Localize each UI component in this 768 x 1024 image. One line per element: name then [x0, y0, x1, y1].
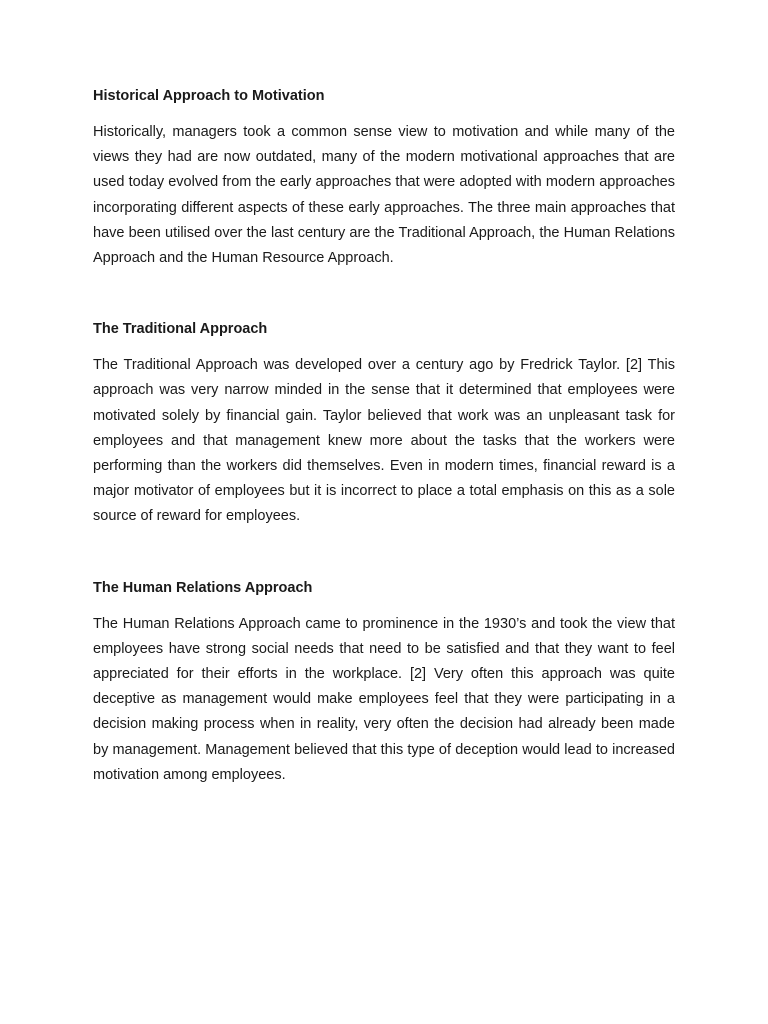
section-spacer: [93, 530, 675, 576]
section-spacer: [93, 271, 675, 317]
section-paragraph: Historically, managers took a common sense view to motivation and while many of the views they had are now outdated, many of the modern motivational approaches that are used today evolved from the early approaches that were adopted with modern approaches incorporating different aspects of these early approaches. The three main approaches that have been utilised over the last century are the Traditional Approach, the Human Relations Approach and the Human Resource Approach.: [93, 124, 675, 267]
document-page: [93, 84, 675, 788]
section-heading: The Traditional Approach: [93, 321, 268, 338]
section-traditional-approach: [93, 317, 675, 529]
section-paragraph: The Traditional Approach was developed over a century ago by Fredrick Taylor. [2] This approach was very narrow minded in the sense that it determined that employees were motivated solely by financial gain. Taylor believed that work was an unpleasant task for employees and that management knew more about the tasks that the workers were performing than the workers did themselves. Even in modern times, financial reward is a major motivator of employees but it is incorrect to place a total emphasis on this as a sole source of reward for employees.: [93, 357, 675, 525]
section-historical-approach: [93, 84, 675, 271]
section-human-relations-approach: [93, 576, 675, 788]
section-paragraph: The Human Relations Approach came to prominence in the 1930’s and took the view that employees have strong social needs that need to be satisfied and that they want to feel appreciated for their efforts in the workplace. [2] Very often this approach was quite deceptive as management would make employees feel that they were participating in a decision making process when in reality, very often the decision had already been made by management. Management believed that this type of deception would lead to increased motivation among employees.: [93, 615, 675, 783]
section-heading: Historical Approach to Motivation: [93, 88, 325, 104]
section-heading: The Human Relations Approach: [93, 579, 313, 596]
